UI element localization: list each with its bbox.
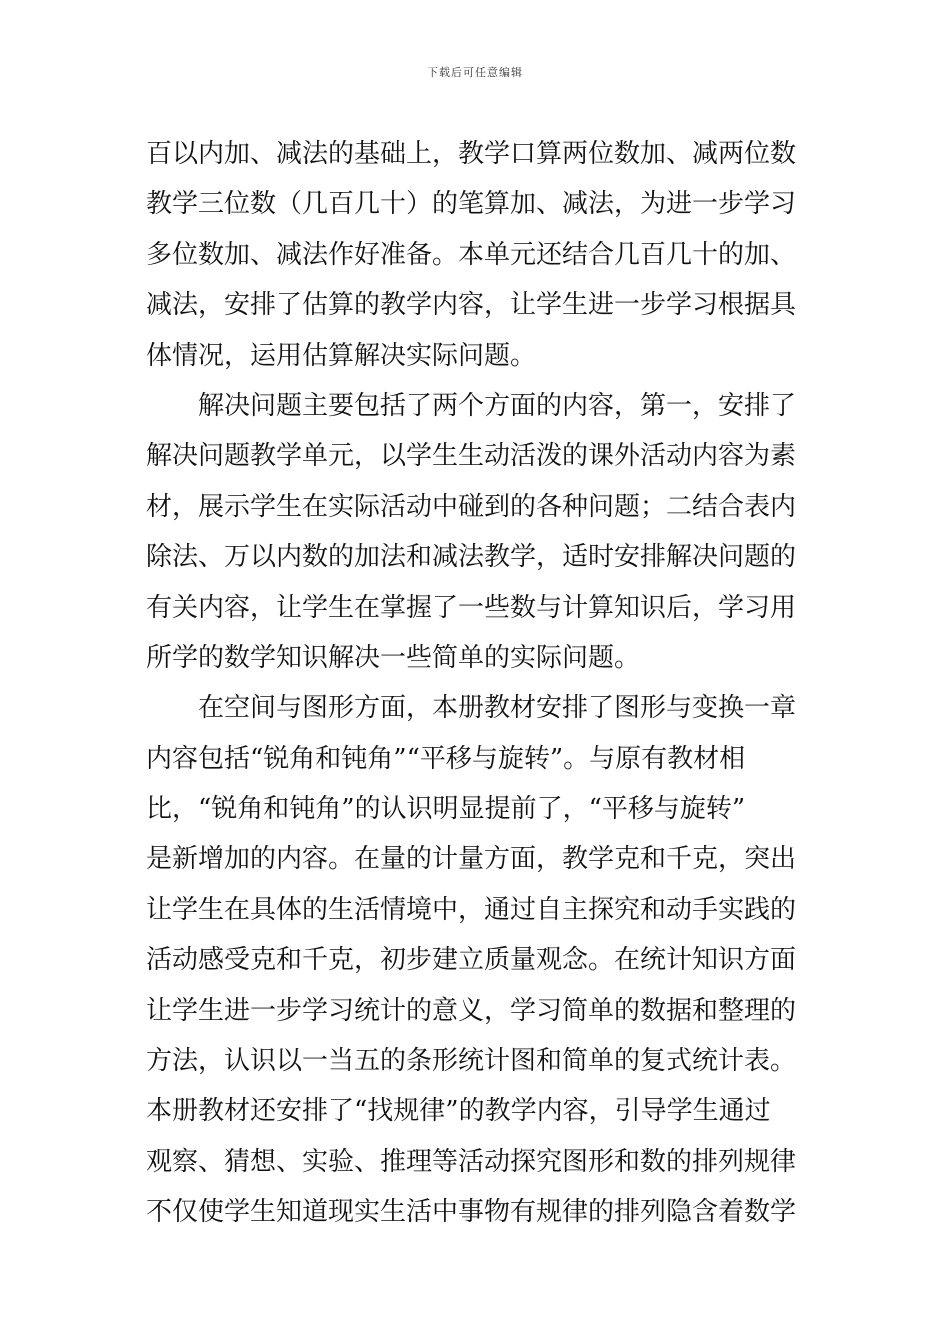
text-line: 解决问题教学单元，以学生生动活泼的课外活动内容为素 — [146, 441, 797, 472]
text-line: 不仅使学生知道现实生活中事物有规律的排列隐含着数学 — [146, 1197, 797, 1228]
text-line: 比，“锐角和钝角”的认识明显提前了，“平移与旋转” — [146, 794, 746, 825]
text-line: 方法，认识以一当五的条形统计图和简单的复式统计表。 — [146, 1046, 797, 1077]
text-line: 是新增加的内容。在量的计量方面，教学克和千克，突出 — [146, 844, 797, 875]
text-line: 活动感受克和千克，初步建立质量观念。在统计知识方面 — [146, 945, 797, 976]
page-header: 下载后可任意编辑 — [427, 66, 523, 79]
text-line: 体情况，运用估算解决实际问题。 — [146, 340, 537, 371]
text-line: 百以内加、减法的基础上，教学口算两位数加、减两位数 — [146, 139, 797, 169]
text-line: 教学三位数（几百几十）的笔算加、减法，为进一步学习 — [146, 189, 797, 220]
text-line: 让学生在具体的生活情境中，通过自主探究和动手实践的 — [146, 894, 797, 925]
body-text — [146, 129, 826, 1238]
text-line: 所学的数学知识解决一些简单的实际问题。 — [146, 642, 641, 673]
text-line: 内容包括“锐角和钝角”“平移与旋转”。与原有教材相 — [146, 743, 746, 774]
text-line: 让学生进一步学习统计的意义，学习简单的数据和整理的 — [146, 995, 797, 1026]
text-line: 多位数加、减法作好准备。本单元还结合几百几十的加、 — [146, 239, 797, 270]
text-line: 本册教材还安排了“找规律”的教学内容，引导学生通过 — [146, 1096, 771, 1127]
text-line: 观察、猜想、实验、推理等活动探究图形和数的排列规律 — [146, 1146, 797, 1177]
text-line: 解决问题主要包括了两个方面的内容，第一，安排了 — [198, 390, 797, 421]
text-line: 材，展示学生在实际活动中碰到的各种问题；二结合表内 — [146, 491, 797, 522]
text-line: 有关内容，让学生在掌握了一些数与计算知识后，学习用 — [146, 592, 797, 623]
text-line: 减法，安排了估算的教学内容，让学生进一步学习根据具 — [146, 290, 797, 321]
text-line: 除法、万以内数的加法和减法教学，适时安排解决问题的 — [146, 542, 797, 573]
text-line: 在空间与图形方面，本册教材安排了图形与变换一章 — [198, 693, 797, 724]
